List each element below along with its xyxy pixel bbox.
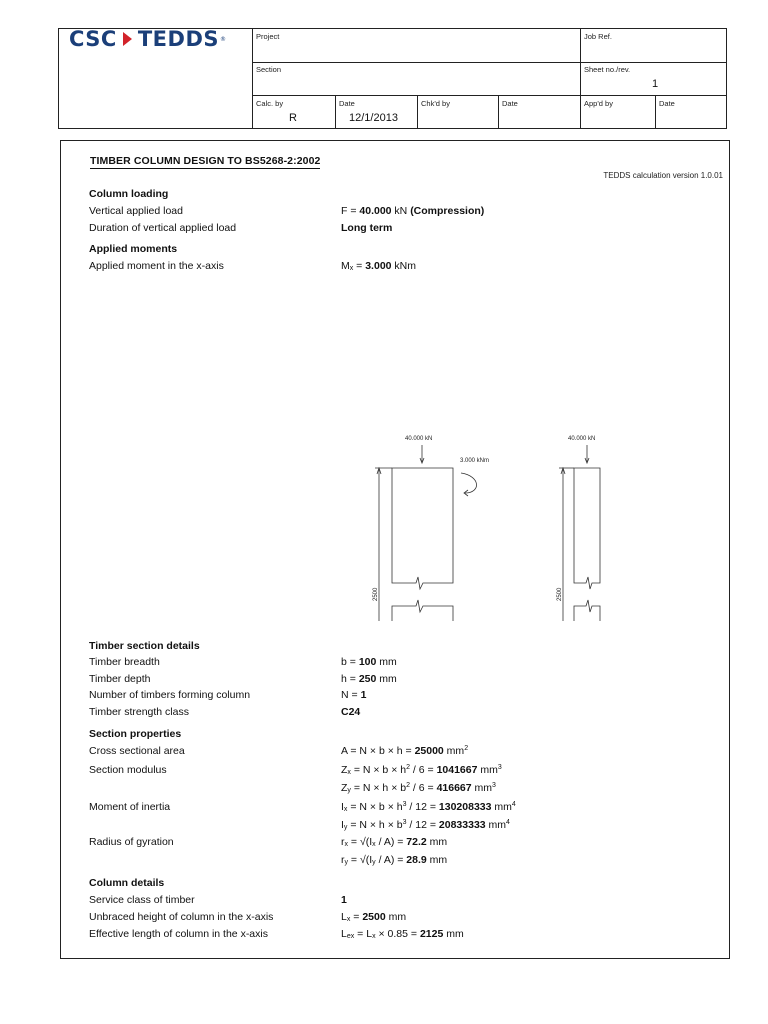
date2-label: Date xyxy=(502,99,518,108)
height-label: 2500 xyxy=(373,587,379,601)
row-value: b = 100 mm xyxy=(341,656,397,668)
row-label: Vertical applied load xyxy=(89,205,183,217)
row-label: Timber strength class xyxy=(89,706,189,718)
header-divider xyxy=(655,95,656,128)
chkby-label: Chk'd by xyxy=(421,99,450,108)
moment-label: 3.000 kNm xyxy=(460,458,490,464)
rx-row xyxy=(89,836,709,850)
row-label: Timber breadth xyxy=(89,656,160,668)
row-label: Unbraced height of column in the x-axis xyxy=(89,911,274,923)
row-label: Service class of timber xyxy=(89,894,195,906)
header-divider xyxy=(580,29,581,128)
date-value: 12/1/2013 xyxy=(349,112,398,124)
timber-section-heading: Timber section details xyxy=(89,640,200,652)
row-value: $I_x = N \times b \times h^3 / 12 = 130208333$ $mm^4$ xyxy=(341,801,516,813)
sheet-label: Sheet no./rev. xyxy=(584,65,631,74)
row-value: h = 250 mm xyxy=(341,673,397,685)
row-value: A = N × b × h = 25000 $mm^2$ xyxy=(341,745,469,757)
column-details-heading: Column details xyxy=(89,877,165,889)
column-upper-side xyxy=(574,468,600,589)
load-label: 40.000 kN xyxy=(568,436,596,442)
column-lower-side xyxy=(574,600,600,621)
row-value: C24 xyxy=(341,706,361,718)
version-text: TEDDS calculation version 1.0.01 xyxy=(603,171,723,180)
header-divider xyxy=(417,95,418,128)
row-label: Applied moment in the x-axis xyxy=(89,260,224,272)
csc-tedds-logo xyxy=(69,27,227,51)
row-value: F = 40.000 kN (Compression) xyxy=(341,205,485,217)
service-class-row xyxy=(89,894,709,908)
row-label: Radius of gyration xyxy=(89,836,174,848)
logo-csc: CSC xyxy=(69,27,117,51)
calculation-sheet xyxy=(60,140,730,959)
depth-row xyxy=(89,673,709,687)
section-properties-heading: Section properties xyxy=(89,728,182,740)
page-title: TIMBER COLUMN DESIGN TO BS5268-2:2002 xyxy=(90,155,321,167)
row-label: Timber depth xyxy=(89,673,151,685)
height-label: 2500 xyxy=(557,587,563,601)
row-label: Number of timbers forming column xyxy=(89,689,251,701)
row-value: Long term xyxy=(341,222,393,234)
load-label: 40.000 kN xyxy=(405,436,433,442)
row-value: $Z_x = N \times b \times h^2 / 6 = 1041667$ $mm^3$ xyxy=(341,764,502,776)
effective-length-row xyxy=(89,928,709,942)
applied-moments-heading: Applied moments xyxy=(89,243,178,255)
row-label: Section modulus xyxy=(89,764,167,776)
appby-label: App'd by xyxy=(584,99,613,108)
row-value: $I_y = N \times h \times b^3 / 12 = 20833333$ $mm^4$ xyxy=(341,819,510,831)
breadth-row xyxy=(89,656,709,670)
column-upper-elevation xyxy=(392,468,453,589)
row-value: $M_x = 3.000$ kNm xyxy=(341,260,416,272)
logo-triangle-icon xyxy=(123,32,132,46)
row-value: $Z_y = N \times h \times b^2 / 6 = 416667$ $mm^3$ xyxy=(341,782,496,794)
section-label: Section xyxy=(256,65,282,74)
header-divider xyxy=(252,29,253,128)
strength-class-row xyxy=(89,706,709,720)
row-label: Cross sectional area xyxy=(89,745,185,757)
column-lower-elevation xyxy=(392,600,453,621)
row-label: Duration of vertical applied load xyxy=(89,222,237,234)
row-value: 1 xyxy=(341,894,347,906)
row-value: $L_{ex} = L_x \times 0.85 = 2125$ mm xyxy=(341,928,464,940)
calcby-label: Calc. by xyxy=(256,99,284,108)
zx-row xyxy=(89,764,709,778)
moment-x-row xyxy=(89,260,709,274)
header-divider xyxy=(252,95,726,96)
area-row xyxy=(89,745,709,759)
header-divider xyxy=(252,62,726,63)
iy-row xyxy=(89,819,709,833)
row-value: $r_y = √(I_y / A) = 28.9$ mm xyxy=(341,854,448,866)
header-divider xyxy=(335,95,336,128)
project-label: Project xyxy=(256,32,280,41)
date3-label: Date xyxy=(659,99,675,108)
header-block xyxy=(58,28,727,129)
unbraced-height-row xyxy=(89,911,709,925)
column-diagram xyxy=(61,281,729,621)
row-label: Effective length of column in the x-axis xyxy=(89,928,268,940)
row-value: $L_x = 2500$ mm xyxy=(341,911,407,923)
date-label: Date xyxy=(339,99,355,108)
ry-row xyxy=(89,854,709,868)
logo-tedds: TEDDS xyxy=(137,27,220,51)
header-divider xyxy=(498,95,499,128)
row-label: Moment of inertia xyxy=(89,801,171,813)
jobref-label: Job Ref. xyxy=(584,32,612,41)
moment-arc-top xyxy=(461,473,477,493)
row-value: $r_x = √(I_x / A) = 72.2$ mm xyxy=(341,836,448,848)
logo-registered-mark: ® xyxy=(220,35,227,43)
ix-row xyxy=(89,801,709,815)
column-loading-heading: Column loading xyxy=(89,188,169,200)
calcby-value: R xyxy=(289,112,297,124)
row-value: N = 1 xyxy=(341,689,367,701)
num-timbers-row xyxy=(89,689,709,703)
zy-row xyxy=(89,782,709,796)
duration-row xyxy=(89,222,709,236)
vertical-load-row xyxy=(89,205,709,219)
sheet-value: 1 xyxy=(652,78,659,90)
